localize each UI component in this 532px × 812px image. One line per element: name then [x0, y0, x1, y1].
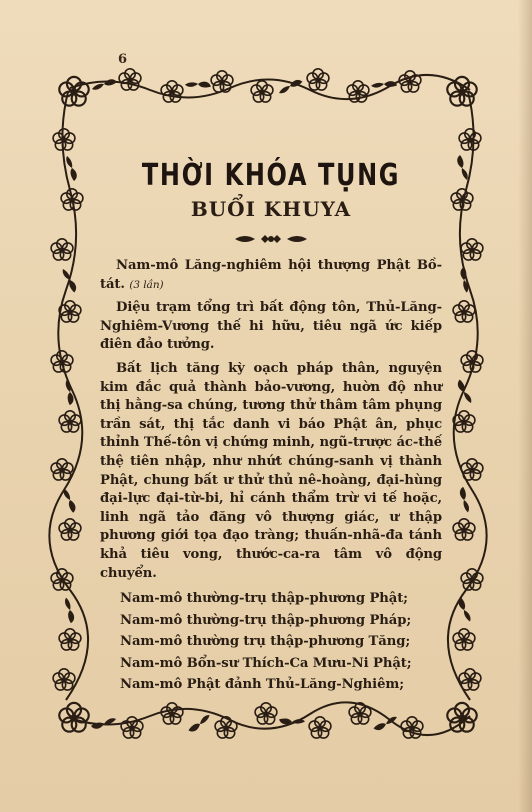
page-subtitle: BUỔI KHUYA	[190, 197, 352, 221]
paragraph-praise: Diệu trạm tổng trì bất động tôn, Thủ-Lăng-Nghiêm-Vương thế hi hữu, tiêu ngã ức kiếp điên đảo tưởng.	[100, 300, 442, 353]
prayer-text-block	[100, 158, 442, 703]
refrain-line: Nam-mô thường-trụ thập-phương Pháp;	[120, 612, 412, 628]
refrain-line: Nam-mô thường trụ thập-phương Tăng;	[120, 634, 411, 650]
repeat-note: (3 lần)	[129, 278, 164, 291]
paragraph-invocation	[100, 257, 442, 294]
border-bottom-flowers	[59, 703, 476, 738]
page-title: THỜI KHÓA TỤNG	[141, 158, 401, 193]
refrain-line: Nam-mô Phật đảnh Thủ-Lăng-Nghiêm;	[120, 677, 404, 693]
invocation-text: Nam-mô Lăng-nghiêm hội thượng Phật Bồ-tát.	[100, 258, 442, 292]
floral-divider-icon	[100, 231, 442, 247]
paragraph-vow: Bất lịch tăng kỳ oạch pháp thân, nguyện kim đắc quả thành bảo-vương, huờn độ như thị hằng-sa chúng, tương thử thâm tâm phụng trần sát, thị tắc danh vi báo Phật ân, phục thỉnh Thế-tôn vị chứng minh, ngũ-trược ác-thế thệ tiên nhập, như nhứt chúng-sanh vị thành Phật, chung bất ư thử thủ nê-hoàng, đại-hùng đại-lực đại-từ-bi, hỉ cánh thẩm trừ vi tế hoặc, linh ngã tảo đăng vô thượng giác, ư thập phương giới tọa đạo tràng; thuấn-nhã-đa tánh khả tiêu vong, thước-ca-ra tâm vô động chuyển.	[100, 360, 442, 581]
border-top-flowers	[59, 69, 476, 106]
refrain-line: Nam-mô thường-trụ thập-phương Phật;	[120, 591, 408, 607]
border-left-flowers	[51, 129, 83, 690]
page-number: 6	[118, 52, 128, 67]
refrain-line: Nam-mô Bổn-sư Thích-Ca Mưu-Ni Phật;	[120, 655, 412, 671]
